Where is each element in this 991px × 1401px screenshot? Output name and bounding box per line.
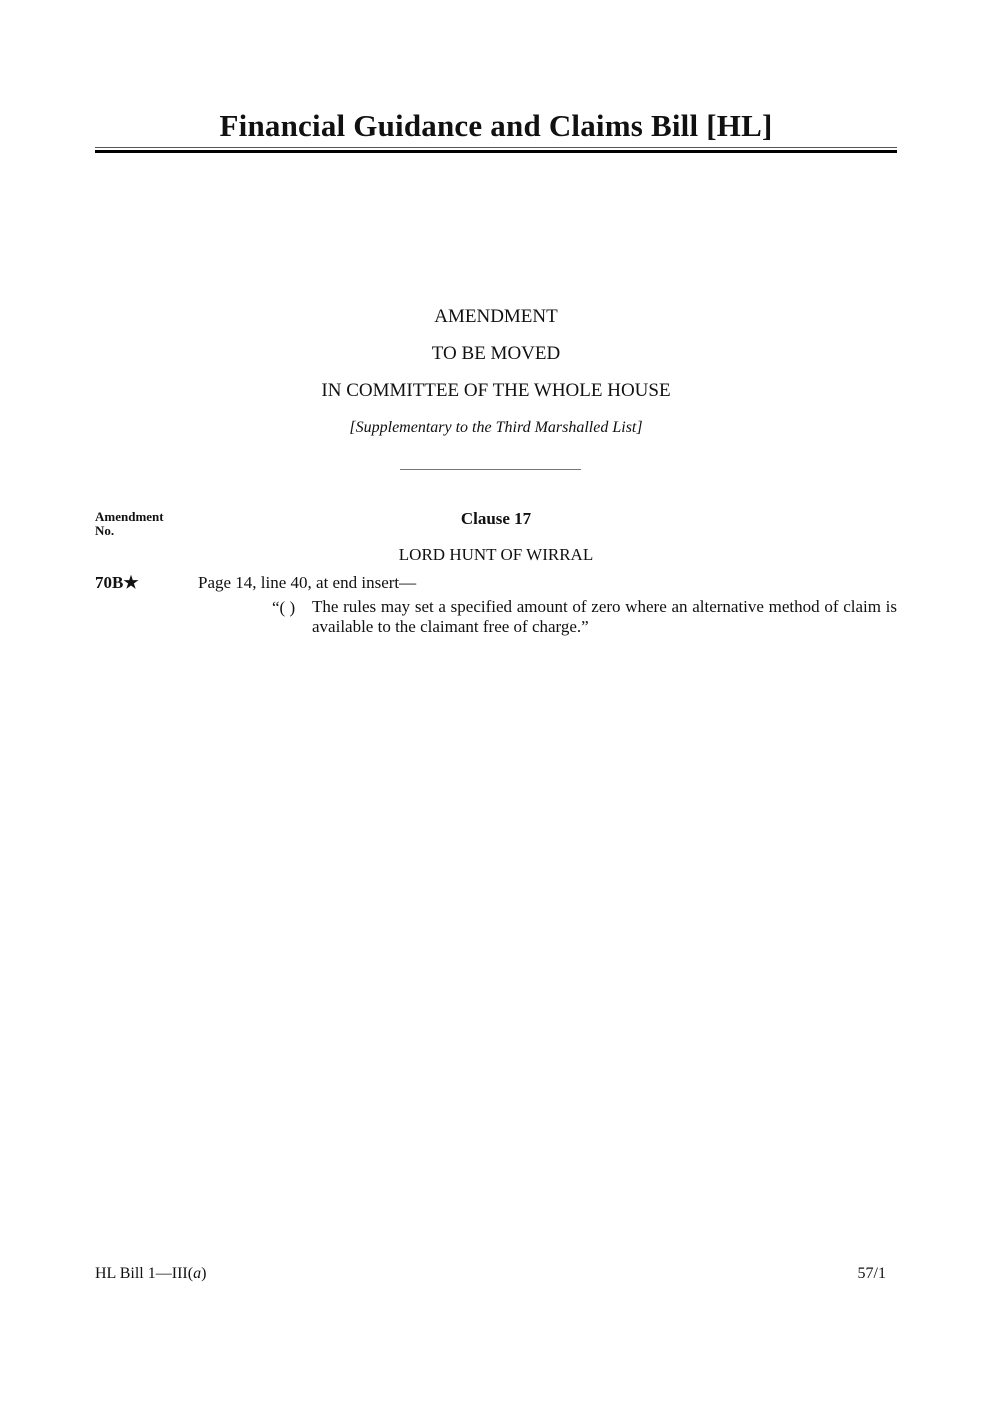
column-label-line2: No. bbox=[95, 523, 115, 538]
quoted-subsection-marker: “( ) bbox=[272, 598, 296, 617]
column-label-line1: Amendment bbox=[95, 509, 164, 524]
bill-ref-prefix: HL Bill 1—III( bbox=[95, 1265, 194, 1282]
bill-reference bbox=[95, 1264, 206, 1284]
bill-ref-suffix: ) bbox=[201, 1265, 207, 1282]
amendment-heading: AMENDMENT bbox=[434, 306, 558, 327]
mover-name: LORD HUNT OF WIRRAL bbox=[398, 545, 594, 564]
bill-title: Financial Guidance and Claims Bill [HL] bbox=[219, 108, 773, 143]
bill-ref-italic: a bbox=[193, 1265, 202, 1282]
to-be-moved-heading: TO BE MOVED bbox=[431, 343, 561, 364]
quoted-amendment-text: The rules may set a specified amount of zero where an alternative method of claim is available to the claimant free of charge.” bbox=[312, 597, 897, 636]
page-reference: 57/1 bbox=[857, 1265, 886, 1282]
supplementary-subtitle: [Supplementary to the Third Marshalled List] bbox=[349, 419, 643, 436]
committee-heading: IN COMMITTEE OF THE WHOLE HOUSE bbox=[321, 380, 671, 401]
amendment-instruction: Page 14, line 40, at end insert— bbox=[198, 573, 417, 592]
clause-heading: Clause 17 bbox=[460, 509, 532, 528]
section-divider bbox=[400, 469, 581, 470]
title-rule-thick bbox=[95, 150, 897, 153]
title-rule-thin bbox=[95, 147, 897, 148]
amendment-number: 70B★ bbox=[95, 573, 139, 592]
